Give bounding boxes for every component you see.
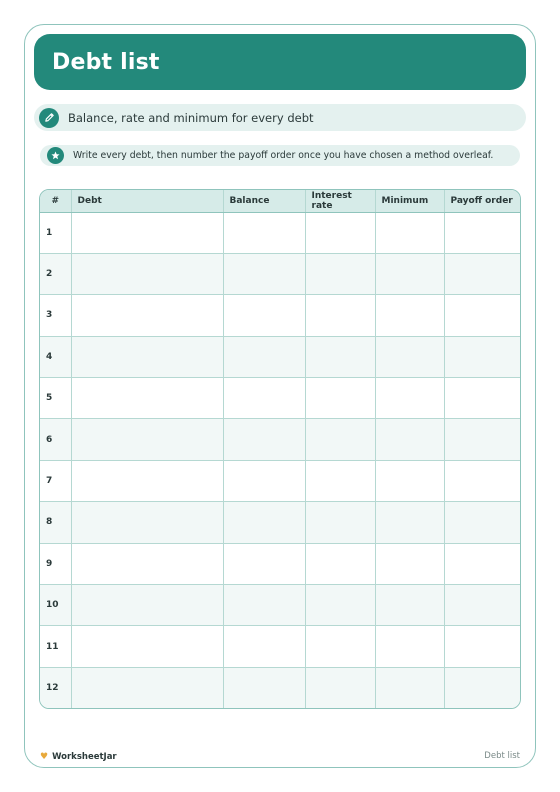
debt-cell[interactable] (71, 336, 223, 377)
payoff-order-cell[interactable] (444, 543, 520, 584)
interest-rate-cell[interactable] (305, 460, 375, 501)
balance-cell[interactable] (223, 543, 305, 584)
balance-cell[interactable] (223, 336, 305, 377)
table-row (40, 667, 520, 708)
minimum-cell[interactable] (375, 378, 444, 419)
debt-cell[interactable] (71, 667, 223, 708)
balance-cell[interactable] (223, 460, 305, 501)
interest-rate-cell[interactable] (305, 419, 375, 460)
table-row (40, 502, 520, 543)
interest-rate-cell[interactable] (305, 626, 375, 667)
balance-cell[interactable] (223, 378, 305, 419)
debt-cell[interactable] (71, 626, 223, 667)
minimum-cell[interactable] (375, 585, 444, 626)
balance-cell[interactable] (223, 585, 305, 626)
heart-icon: ♥ (40, 752, 49, 762)
balance-cell[interactable] (223, 667, 305, 708)
payoff-order-cell[interactable] (444, 336, 520, 377)
payoff-order-cell[interactable] (444, 502, 520, 543)
minimum-cell[interactable] (375, 667, 444, 708)
debt-cell[interactable] (71, 253, 223, 294)
debt-cell[interactable] (71, 460, 223, 501)
payoff-order-cell[interactable] (444, 419, 520, 460)
table-row (40, 378, 520, 419)
table-header-row (40, 190, 520, 212)
table-row (40, 295, 520, 336)
header-minimum: Minimum (375, 190, 444, 212)
balance-cell[interactable] (223, 626, 305, 667)
payoff-order-cell[interactable] (444, 253, 520, 294)
interest-rate-cell[interactable] (305, 378, 375, 419)
debt-table (39, 189, 521, 709)
interest-rate-cell[interactable] (305, 502, 375, 543)
row-number: 3 (40, 295, 71, 336)
row-number: 4 (40, 336, 71, 377)
row-number: 7 (40, 460, 71, 501)
interest-rate-cell[interactable] (305, 667, 375, 708)
payoff-order-cell[interactable] (444, 295, 520, 336)
table-row (40, 419, 520, 460)
payoff-order-cell[interactable] (444, 212, 520, 253)
interest-rate-cell[interactable] (305, 212, 375, 253)
debt-cell[interactable] (71, 212, 223, 253)
table-row (40, 585, 520, 626)
table-row (40, 543, 520, 584)
minimum-cell[interactable] (375, 543, 444, 584)
interest-rate-cell[interactable] (305, 585, 375, 626)
header-interest-rate: Interest rate (305, 190, 375, 212)
minimum-cell[interactable] (375, 626, 444, 667)
minimum-cell[interactable] (375, 295, 444, 336)
balance-cell[interactable] (223, 502, 305, 543)
interest-rate-cell[interactable] (305, 253, 375, 294)
balance-cell[interactable] (223, 419, 305, 460)
row-number: 1 (40, 212, 71, 253)
header-number: # (40, 190, 71, 212)
footer-brand (40, 751, 117, 763)
payoff-order-cell[interactable] (444, 585, 520, 626)
debt-cell[interactable] (71, 585, 223, 626)
row-number: 6 (40, 419, 71, 460)
subtitle-bar (34, 104, 526, 131)
table-row (40, 336, 520, 377)
minimum-cell[interactable] (375, 253, 444, 294)
star-icon (47, 147, 64, 164)
row-number: 2 (40, 253, 71, 294)
row-number: 12 (40, 667, 71, 708)
table-row (40, 626, 520, 667)
debt-cell[interactable] (71, 502, 223, 543)
subtitle-text: Balance, rate and minimum for every debt (68, 110, 314, 125)
minimum-cell[interactable] (375, 336, 444, 377)
balance-cell[interactable] (223, 212, 305, 253)
minimum-cell[interactable] (375, 212, 444, 253)
payoff-order-cell[interactable] (444, 378, 520, 419)
row-number: 9 (40, 543, 71, 584)
interest-rate-cell[interactable] (305, 295, 375, 336)
debt-cell[interactable] (71, 295, 223, 336)
page-title: Debt list (52, 49, 160, 75)
balance-cell[interactable] (223, 295, 305, 336)
table-row (40, 253, 520, 294)
table-row (40, 460, 520, 501)
title-banner (34, 34, 526, 90)
payoff-order-cell[interactable] (444, 626, 520, 667)
brand-name: WorksheetJar (52, 752, 117, 762)
debt-cell[interactable] (71, 419, 223, 460)
debt-cell[interactable] (71, 378, 223, 419)
minimum-cell[interactable] (375, 460, 444, 501)
pencil-icon (39, 108, 59, 128)
debt-cell[interactable] (71, 543, 223, 584)
tip-bar (40, 145, 520, 166)
interest-rate-cell[interactable] (305, 336, 375, 377)
row-number: 11 (40, 626, 71, 667)
payoff-order-cell[interactable] (444, 667, 520, 708)
minimum-cell[interactable] (375, 419, 444, 460)
tip-text: Write every debt, then number the payoff order once you have chosen a method overleaf. (73, 150, 494, 161)
balance-cell[interactable] (223, 253, 305, 294)
row-number: 8 (40, 502, 71, 543)
header-payoff-order: Payoff order (444, 190, 520, 212)
row-number: 10 (40, 585, 71, 626)
table-row (40, 212, 520, 253)
row-number: 5 (40, 378, 71, 419)
interest-rate-cell[interactable] (305, 543, 375, 584)
header-balance: Balance (223, 190, 305, 212)
minimum-cell[interactable] (375, 502, 444, 543)
header-debt: Debt (71, 190, 223, 212)
payoff-order-cell[interactable] (444, 460, 520, 501)
footer-page-label: Debt list (484, 751, 520, 761)
